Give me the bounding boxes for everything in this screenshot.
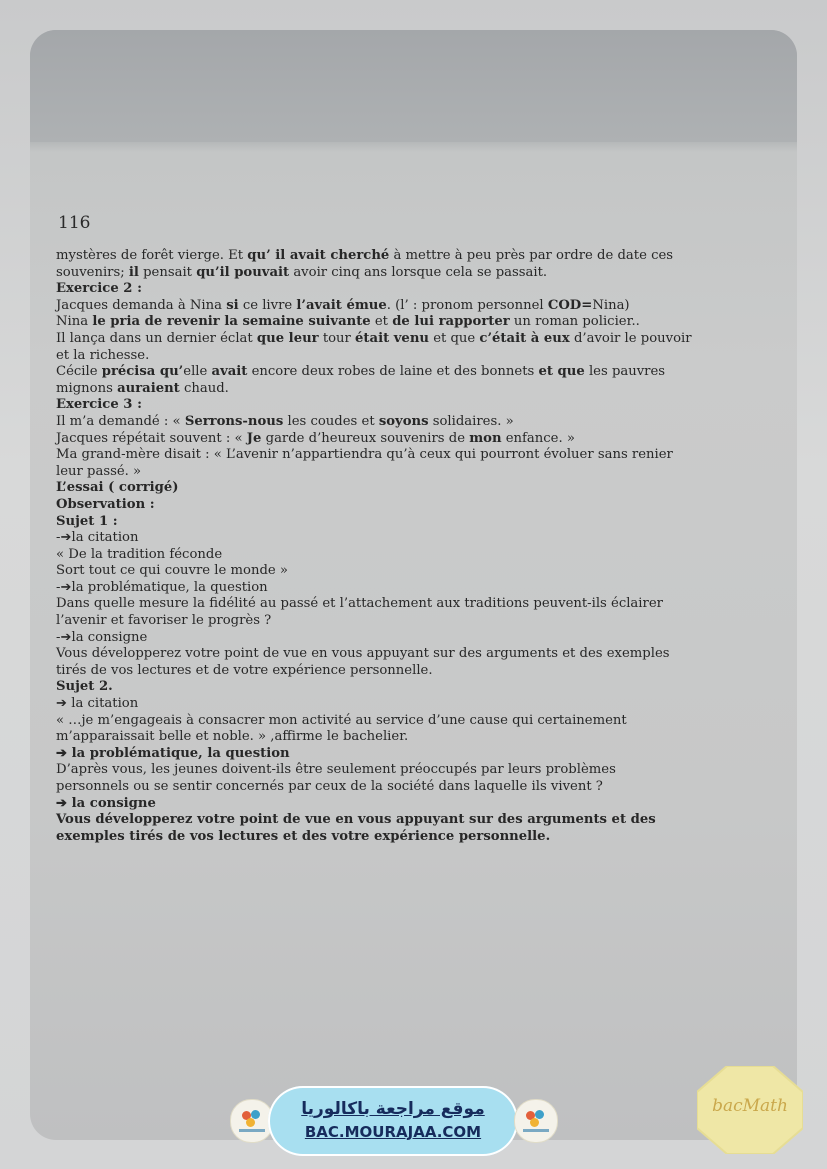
text-line	[56, 298, 786, 315]
watermark-badge[interactable]	[268, 1086, 518, 1156]
bold-text-run: que leur	[256, 330, 319, 346]
text-line	[56, 314, 786, 331]
text-run: enfance. »	[501, 430, 575, 446]
bold-text-run: de lui rapporter	[392, 314, 510, 330]
text-run: -➔la problématique, la question	[56, 579, 268, 595]
text-run: mystères de forêt vierge. Et	[56, 248, 248, 263]
text-line	[56, 397, 786, 414]
text-run: ➔ la citation	[56, 696, 139, 712]
text-run: Ma grand-mère disait : « L’avenir n’appartiendra qu’à ceux qui pourront évoluer sans renier	[56, 447, 673, 463]
text-line	[56, 829, 786, 846]
text-line	[56, 497, 786, 514]
bold-text-run: il	[128, 264, 139, 280]
bold-text-run: Je	[246, 430, 262, 446]
bold-text-run: qu’il pouvait	[196, 264, 290, 280]
bold-text-run: Vous développerez votre point de vue en vous appuyant sur des arguments et des	[56, 812, 656, 828]
text-run: . (l’ : pronom personnel	[386, 297, 548, 313]
text-line	[56, 530, 786, 547]
text-run: d’avoir le pouvoir	[569, 330, 692, 346]
text-line	[56, 464, 786, 481]
bold-text-run: auraient	[117, 380, 180, 396]
bold-text-run: était venu	[355, 330, 429, 346]
text-line	[56, 696, 786, 713]
text-run: et la richesse.	[56, 347, 150, 363]
text-line	[56, 364, 786, 381]
bold-text-run: Exercice 3 :	[56, 397, 142, 413]
text-line	[56, 414, 786, 431]
text-run: D’après vous, les jeunes doivent-ils être seulement préoccupés par leurs problèmes	[56, 762, 616, 778]
bold-text-run: ➔ la problématique, la question	[56, 745, 290, 761]
text-run: l’avenir et favoriser le progrès ?	[56, 613, 272, 629]
document-body	[56, 248, 786, 845]
bold-text-run: c’était à eux	[479, 330, 570, 346]
bold-text-run: ➔ la consigne	[56, 795, 156, 811]
text-run: « …je m’engageais à consacrer mon activité au service d’une cause qui certainement	[56, 712, 627, 728]
bold-text-run: Exercice 2 :	[56, 281, 142, 297]
bold-text-run: et que	[538, 364, 585, 380]
text-line	[56, 580, 786, 597]
text-line	[56, 431, 786, 448]
watermark-arabic-title: موقع مراجعة باكالوريا	[301, 1099, 485, 1119]
text-run: Nina)	[592, 297, 630, 313]
bold-text-run: COD=	[547, 297, 593, 313]
text-line	[56, 547, 786, 564]
text-run: Jacques demanda à Nina	[56, 297, 227, 313]
text-line	[56, 348, 786, 365]
bold-text-run: Observation :	[56, 496, 155, 512]
text-run: ce livre	[238, 297, 297, 313]
text-line	[56, 746, 786, 763]
text-line	[56, 381, 786, 398]
bacmath-logo	[697, 1066, 803, 1154]
text-run: Sort tout ce qui couvre le monde »	[56, 563, 288, 579]
text-run: les pauvres	[584, 364, 666, 380]
text-line	[56, 729, 786, 746]
text-run: tour	[318, 330, 356, 346]
page-number: 116	[58, 213, 91, 233]
bold-text-run: Sujet 1 :	[56, 513, 118, 529]
text-run: garde d’heureux souvenirs de	[261, 430, 470, 446]
watermark-url[interactable]: BAC.MOURAJAA.COM	[304, 1123, 482, 1141]
text-line	[56, 646, 786, 663]
bold-text-run: mon	[469, 430, 502, 446]
bold-text-run: exemples tirés de vos lectures et des votre expérience personnelle.	[56, 828, 551, 844]
text-run: personnels ou se sentir concernés par ceux de la société dans laquelle ils vivent ?	[56, 779, 603, 794]
bold-text-run: le pria de revenir la semaine suivante	[92, 314, 371, 330]
text-run: solidaires. »	[428, 413, 514, 429]
text-run: Vous développerez votre point de vue en vous appuyant sur des arguments et des exemples	[56, 646, 670, 662]
text-run: « De la tradition féconde	[56, 546, 223, 562]
text-run: Cécile	[56, 364, 102, 380]
text-run: Nina	[56, 314, 93, 330]
text-line	[56, 779, 786, 796]
text-run: m’apparaissait belle et noble. » ,affirme le bachelier.	[56, 729, 409, 745]
text-run: tirés de vos lectures et de votre expérience personnelle.	[56, 662, 433, 678]
text-run: -➔la citation	[56, 530, 139, 546]
text-run: Jacques répétait souvent : «	[56, 430, 247, 446]
text-line	[56, 447, 786, 464]
bold-text-run: soyons	[378, 413, 429, 429]
text-run: mignons	[56, 380, 118, 396]
text-line	[56, 613, 786, 630]
text-run: Il lança dans un dernier éclat	[56, 330, 257, 346]
bold-text-run: qu’ il avait cherché	[247, 248, 390, 263]
text-line	[56, 596, 786, 613]
text-run: et	[370, 314, 393, 330]
bold-text-run: précisa qu’	[101, 364, 184, 380]
text-line	[56, 679, 786, 696]
text-run: souvenirs;	[56, 264, 129, 280]
bold-text-run: Serrons-nous	[184, 413, 284, 429]
bold-text-run: L’essai ( corrigé)	[56, 480, 179, 496]
text-line	[56, 762, 786, 779]
text-run: avoir cinq ans lorsque cela se passait.	[289, 264, 548, 280]
text-line	[56, 480, 786, 497]
text-run: chaud.	[179, 380, 229, 396]
bacmath-logo-text: bacMath	[712, 1096, 788, 1116]
bold-text-run: l’avait émue	[296, 297, 387, 313]
text-run: -➔la consigne	[56, 629, 148, 645]
right-logo-icon	[514, 1099, 558, 1143]
text-run: encore deux robes de laine et des bonnets	[247, 364, 539, 380]
text-run: leur passé. »	[56, 463, 142, 479]
previous-page-shadow	[30, 30, 797, 142]
text-line	[56, 713, 786, 730]
text-run: à mettre à peu près par ordre de date ces	[389, 248, 674, 263]
text-line	[56, 563, 786, 580]
bold-text-run: si	[226, 297, 239, 313]
text-line	[56, 812, 786, 829]
text-line	[56, 630, 786, 647]
text-run: Il m’a demandé : «	[56, 413, 185, 429]
text-run: un roman policier..	[509, 314, 640, 330]
text-run: elle	[183, 364, 212, 380]
text-run: Dans quelle mesure la fidélité au passé et l’attachement aux traditions peuvent-ils éclairer	[56, 596, 663, 612]
text-line	[56, 796, 786, 813]
bold-text-run: avait	[211, 364, 248, 380]
text-line	[56, 248, 786, 265]
paper-sheet	[30, 30, 797, 1140]
text-run: et que	[429, 330, 480, 346]
text-run: pensait	[138, 264, 197, 280]
text-run: les coudes et	[283, 413, 379, 429]
text-line	[56, 663, 786, 680]
text-line	[56, 331, 786, 348]
text-line	[56, 514, 786, 531]
text-line	[56, 281, 786, 298]
bold-text-run: Sujet 2.	[56, 679, 113, 695]
text-line	[56, 265, 786, 282]
